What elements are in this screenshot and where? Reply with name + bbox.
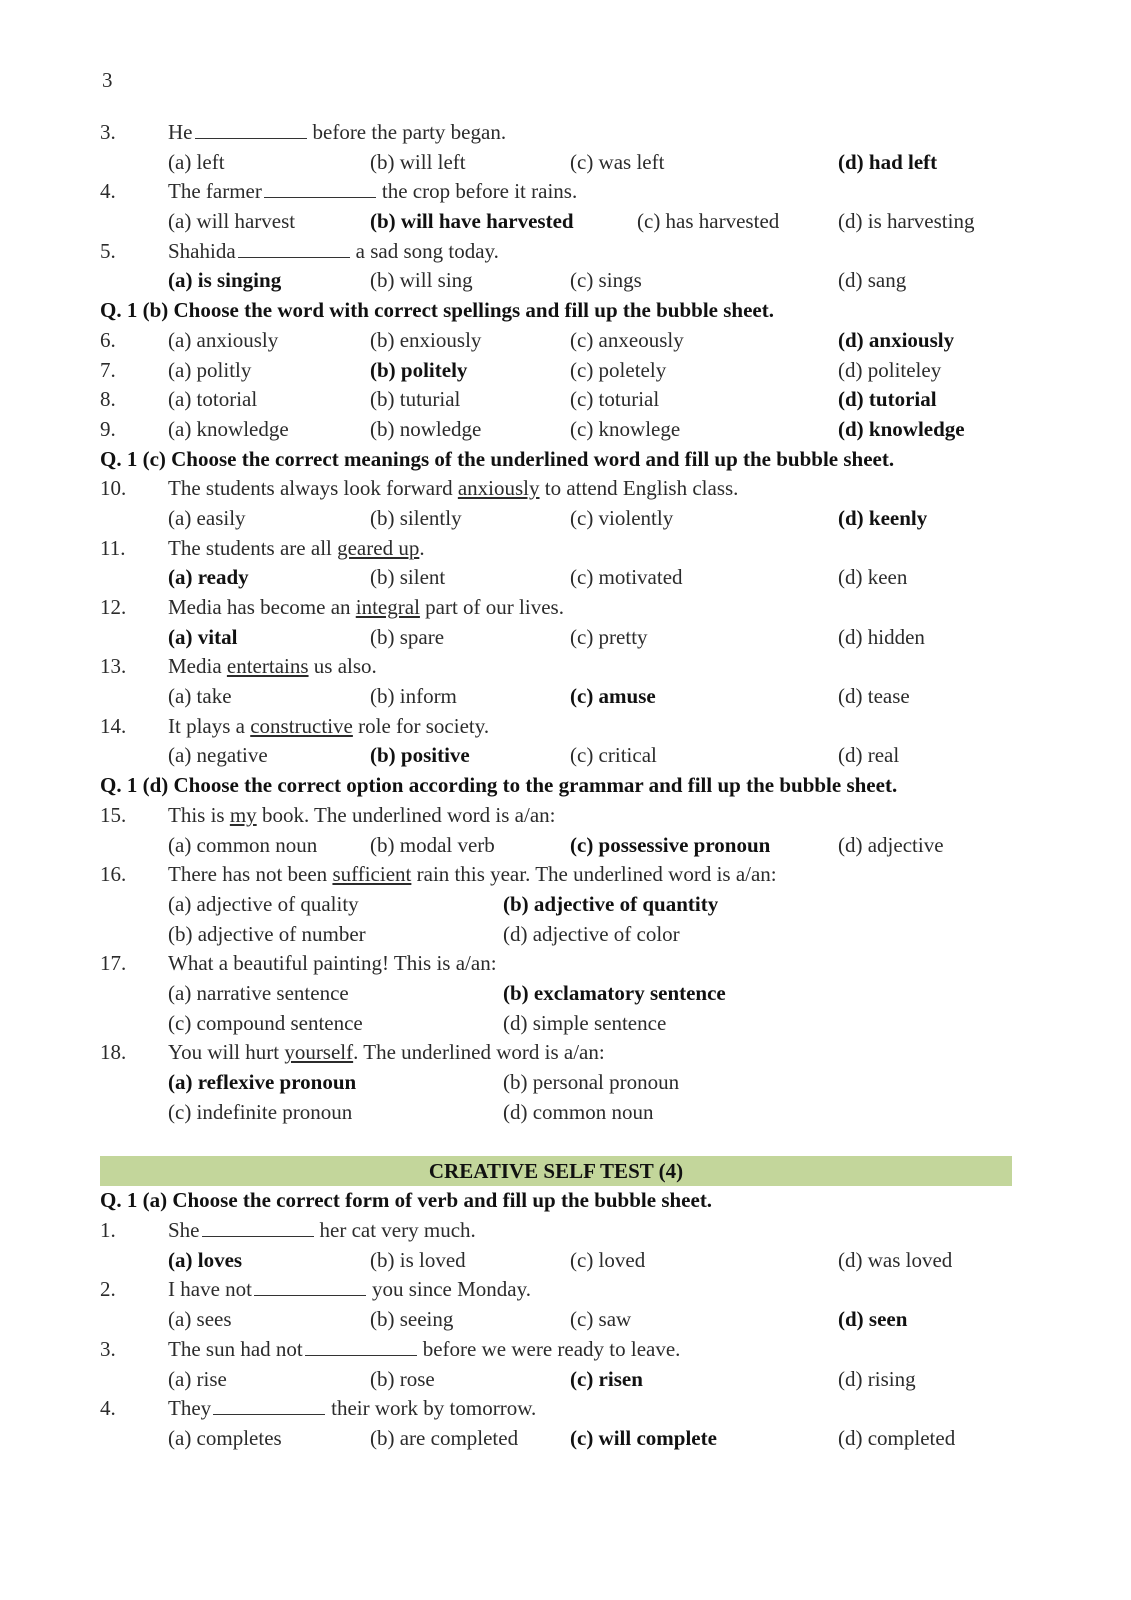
option: (d) was loved [838,1247,953,1272]
correct-option: (a) vital [168,624,238,649]
option: (d) adjective [838,832,944,857]
stem-before: Shahida [168,238,236,263]
underlined-word: constructive [250,713,353,738]
option: (b) personal pronoun [503,1070,680,1094]
answer-blank [213,1396,325,1415]
question-number: 18. [100,1040,127,1065]
option: (b) rose [370,1366,435,1391]
options-row [100,831,1012,861]
underlined-word: entertains [226,654,309,679]
stem-text: rain this year. The underlined word is a/an: [411,862,777,887]
underlined-word: my [229,802,257,827]
stem-text: part of our lives. [419,595,564,619]
options-row [100,1246,1012,1276]
stem-text: Media has become an [168,595,356,619]
option: (b) enxiously [370,327,482,352]
option: (a) negative [168,743,268,768]
option: (c) was left [570,149,665,174]
option: (d) hidden [838,624,925,649]
question-number: 7. [100,357,116,382]
stem-text: This is [168,802,230,827]
test-banner: CREATIVE SELF TEST (4) [100,1156,1012,1186]
correct-option: (d) anxiously [838,327,955,352]
options-row [100,979,1012,1009]
stem-after: a sad song today. [355,238,499,263]
stem-text: The students always look forward [168,476,458,501]
question-stem [100,593,1012,623]
option: (a) easily [168,505,246,530]
option: (a) left [168,149,225,174]
option: (a) adjective of quality [168,891,359,916]
question-stem [100,712,1012,742]
option: (a) totorial [168,387,258,412]
correct-option: (b) politely [370,357,468,382]
question-stem [100,1394,1012,1424]
section-heading: Q. 1 (a) Choose the correct form of verb and fill up the bubble sheet. [100,1188,713,1213]
answer-blank [195,120,307,139]
underlined-word: geared up [337,535,420,560]
option: (b) silently [370,505,462,530]
stem-text: There has not been [168,862,333,887]
correct-option: (b) positive [370,743,470,768]
option: (b) are completed [370,1425,519,1450]
option: (b) will left [370,149,466,174]
question-stem [100,534,1012,564]
option: (a) knowledge [168,416,289,441]
options-row [100,741,1012,771]
stem-before: The sun had not [168,1336,303,1361]
stem-text: . [419,535,425,560]
stem-after: before we were ready to leave. [422,1336,681,1361]
question-stem [100,1216,1012,1246]
section-heading: Q. 1 (c) Choose the correct meanings of the underlined word and fill up the bubble sheet. [100,446,895,471]
section-heading: Q. 1 (b) Choose the word with correct spellings and fill up the bubble sheet. [100,298,774,323]
correct-option: (c) will complete [570,1425,717,1450]
option: (b) modal verb [370,832,495,857]
option: (c) indefinite pronoun [168,1099,353,1124]
correct-option: (c) possessive pronoun [570,832,771,857]
stem-after: her cat very much. [319,1218,476,1243]
options-row [100,623,1012,653]
option: (a) common noun [168,832,318,857]
correct-option: (d) tutorial [838,387,937,412]
option: (c) has harvested [637,209,780,234]
options-row [100,356,1012,386]
option: (d) adjective of color [503,921,680,946]
option: (d) rising [838,1366,916,1391]
stem-before: The farmer [168,179,262,204]
options-row [100,207,1012,237]
option: (b) silent [370,565,446,590]
correct-option: (c) risen [570,1366,643,1391]
option: (b) inform [370,684,457,709]
option: (d) simple sentence [503,1010,667,1035]
option: (c) compound sentence [168,1010,363,1035]
question-stem [100,177,1012,207]
options-row [100,563,1012,593]
option: (a) anxiously [168,327,279,352]
option: (c) toturial [570,387,660,412]
underlined-word: anxiously [457,476,540,501]
question-number: 11. [100,535,126,560]
answer-blank [238,239,350,258]
options-row [100,148,1012,178]
option: (c) motivated [570,565,683,590]
options-row [100,682,1012,712]
correct-option: (d) had left [838,149,938,174]
option: (d) tease [838,684,910,709]
option: (c) violently [570,505,674,530]
question-number: 5. [100,238,116,263]
stem-before: They [168,1396,212,1421]
option: (d) is harvesting [838,209,975,234]
options-row [100,1424,1012,1454]
stem-text: The students are all [168,535,338,560]
options-row [100,504,1012,534]
question-number: 3. [100,120,116,144]
option: (a) completes [168,1425,282,1450]
question-number: 4. [100,179,116,204]
options-row [100,326,1012,356]
answer-blank [305,1337,417,1356]
stem-after: their work by tomorrow. [331,1396,537,1421]
option: (d) common noun [503,1099,654,1124]
options-row [100,266,1012,296]
correct-option: (d) keenly [838,505,928,530]
correct-option: (a) is singing [168,268,282,293]
options-row [100,1009,1012,1039]
question-number: 10. [100,476,127,501]
option: (a) will harvest [168,209,296,234]
option: (c) loved [570,1247,646,1272]
stem-text: role for society. [352,713,490,738]
options-row [100,1305,1012,1335]
option: (b) spare [370,624,445,649]
stem-text: Media [168,654,227,679]
option: (a) sees [168,1307,232,1332]
question-number: 4. [100,1396,116,1421]
option: (b) will sing [370,268,473,293]
underlined-word: integral [355,595,420,619]
question-number: 6. [100,327,116,352]
section-heading: Q. 1 (d) Choose the correct option according to the grammar and fill up the bubble sheet. [100,773,898,798]
option: (a) politly [168,357,252,382]
correct-option: (a) reflexive pronoun [168,1070,357,1094]
stem-text: book. The underlined word is a/an: [256,802,556,827]
option: (d) sang [838,268,907,293]
stem-before: He [168,120,193,144]
question-stem [100,474,1012,504]
question-number: 14. [100,713,127,738]
options-row [100,920,1012,950]
question-number: 2. [100,1277,116,1302]
correct-option: (a) ready [168,565,249,590]
options-row [100,1365,1012,1395]
question-number: 9. [100,416,116,441]
option: (c) saw [570,1307,632,1332]
correct-option: (a) loves [168,1247,243,1272]
option: (b) nowledge [370,416,482,441]
option: (c) pretty [570,624,648,649]
option: (a) rise [168,1366,227,1391]
stem-text: You will hurt [168,1040,285,1065]
question-number: 15. [100,802,127,827]
answer-blank [264,179,376,198]
option: (b) tuturial [370,387,461,412]
correct-option: (b) will have harvested [370,209,574,234]
correct-option: (c) amuse [570,684,656,709]
option: (c) knowlege [570,416,681,441]
question-number: 13. [100,654,127,679]
stem-before: She [168,1218,200,1243]
underlined-word: yourself [284,1040,354,1065]
answer-blank [254,1277,366,1296]
options-row [100,415,1012,445]
option: (d) completed [838,1425,956,1450]
option: (d) keen [838,565,908,590]
option: (b) seeing [370,1307,454,1332]
correct-option: (b) adjective of quantity [503,891,719,916]
option: (c) poletely [570,357,667,382]
answer-blank [202,1218,314,1237]
question-stem [100,1335,1012,1365]
option: (c) critical [570,743,657,768]
stem-text: What a beautiful painting! This is a/an: [168,951,497,976]
option: (a) take [168,684,232,709]
stem-text: It plays a [168,713,251,738]
question-stem [100,801,1012,831]
options-row [100,890,1012,920]
option: (b) is loved [370,1247,466,1272]
question-stem [100,237,1012,267]
question-stem [100,1275,1012,1305]
stem-after: the crop before it rains. [381,179,578,204]
question-stem [100,652,1012,682]
stem-text: . The underlined word is a/an: [353,1040,605,1065]
question-number: 17. [100,951,127,976]
question-stem [100,1038,1012,1068]
question-number: 8. [100,387,116,412]
option: (c) sings [570,268,642,293]
option: (d) real [838,743,900,768]
options-row [100,1098,1012,1128]
question-number: 12. [100,595,127,619]
correct-option: (d) knowledge [838,416,965,441]
question-number: 16. [100,862,127,887]
option: (d) politeley [838,357,942,382]
correct-option: (b) exclamatory sentence [503,980,726,1005]
option: (c) anxeously [570,327,684,352]
question-number: 3. [100,1336,116,1361]
stem-after: you since Monday. [371,1277,532,1302]
page-number: 3 [102,68,113,92]
stem-text: us also. [308,654,377,679]
stem-before: I have not [168,1277,252,1302]
correct-option: (d) seen [838,1307,908,1332]
stem-after: before the party began. [312,120,507,144]
underlined-word: sufficient [332,862,412,887]
worksheet [100,118,1012,1454]
option: (b) adjective of number [168,921,366,946]
question-number: 1. [100,1218,116,1243]
options-row [100,1068,1012,1098]
question-stem [100,118,1012,148]
question-stem [100,949,1012,979]
option: (a) narrative sentence [168,980,349,1005]
stem-text: to attend English class. [539,476,739,501]
question-stem [100,860,1012,890]
options-row [100,385,1012,415]
